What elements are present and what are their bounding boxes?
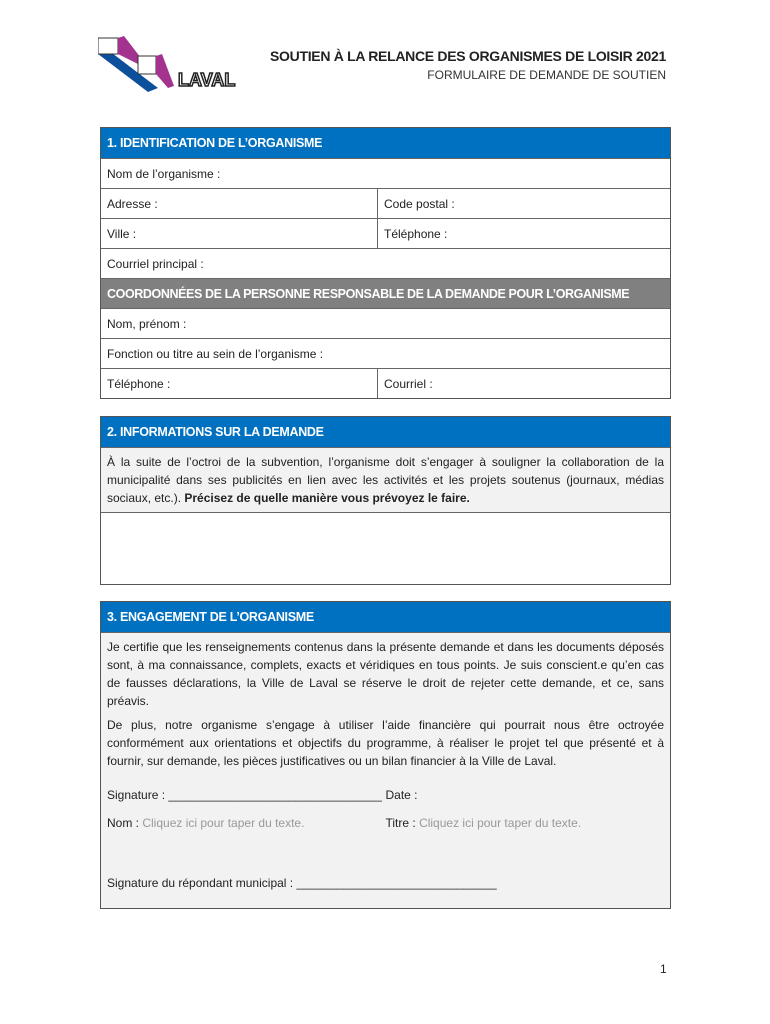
org-name-field[interactable]: Nom de l’organisme : — [107, 166, 221, 181]
municipal-signature-field[interactable]: Signature du répondant municipal : ______________________________ — [107, 876, 497, 890]
signature-field[interactable]: Signature : ________________________________ — [107, 788, 382, 802]
page-number: 1 — [660, 962, 667, 976]
commitment-text: De plus, notre organisme s’engage à utiliser l’aide financière qui pourrait nous être octroyée conformément aux orientations et objectifs du programme, à réaliser le projet tel que présenté et à fournir, sur demande, les pièces justificatives ou un bilan financier à la Ville de Laval. — [107, 718, 664, 768]
date-field[interactable]: Date : — [385, 788, 418, 802]
contact-name-field[interactable]: Nom, prénom : — [107, 316, 187, 331]
section-request — [100, 416, 671, 585]
contact-role-field[interactable]: Fonction ou titre au sein de l’organisme : — [107, 346, 324, 361]
city-field[interactable]: Ville : — [101, 219, 378, 248]
request-answer-field[interactable] — [101, 512, 670, 584]
section-2-title: 2. INFORMATIONS SUR LA DEMANDE — [107, 425, 324, 439]
form-subtitle: FORMULAIRE DE DEMANDE DE SOUTIEN — [427, 68, 666, 82]
form-title: SOUTIEN À LA RELANCE DES ORGANISMES DE LOISIR 2021 — [270, 48, 666, 64]
contact-phone-field[interactable]: Téléphone : — [101, 369, 378, 398]
contact-email-field[interactable]: Courriel : — [384, 376, 433, 391]
laval-logo — [98, 36, 250, 92]
request-instructions: À la suite de l’octroi de la subvention, l’organisme doit s’engager à souligner la collaboration de la municipalité dans ses publicités en lien avec les activités et les projets soutenus (journaux, médias sociaux, etc.). Précisez de quelle manière vous prévoyez le faire. — [101, 447, 670, 512]
name-field[interactable]: Nom : Cliquez ici pour taper du texte. — [107, 816, 305, 830]
section-commitment — [100, 601, 671, 909]
title-field[interactable]: Titre : Cliquez ici pour taper du texte. — [385, 816, 582, 830]
section-3-title: 3. ENGAGEMENT DE L’ORGANISME — [107, 610, 314, 624]
section-identification — [100, 127, 671, 399]
postal-code-field[interactable]: Code postal : — [384, 196, 455, 211]
section-1-title: 1. IDENTIFICATION DE L’ORGANISME — [107, 136, 323, 150]
certification-text: Je certifie que les renseignements contenus dans la présente demande et dans les documents déposés sont, à ma connaissance, complets, exacts et véridiques en tous points. Je suis conscient.e qu’en cas de fausses déclarations, la Ville de Laval se réserve le droit de rejeter cette demande, et ce, sans préavis. — [107, 640, 664, 708]
email-field[interactable]: Courriel principal : — [107, 256, 204, 271]
phone-field[interactable]: Téléphone : — [384, 226, 448, 241]
address-field[interactable]: Adresse : — [101, 189, 378, 218]
contact-subtitle: COORDONNÉES DE LA PERSONNE RESPONSABLE DE LA DEMANDE POUR L’ORGANISME — [107, 286, 630, 301]
svg-text:LAVAL: LAVAL — [178, 70, 236, 90]
